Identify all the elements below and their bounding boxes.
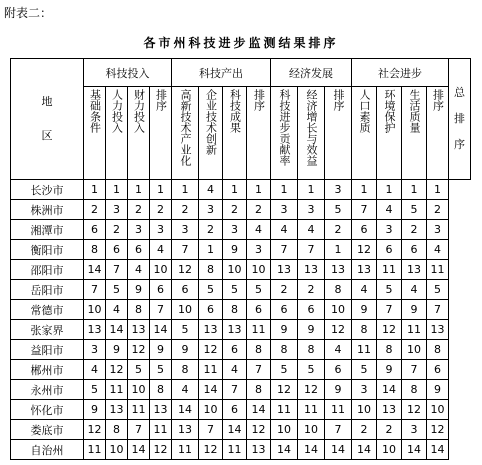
rank-cell: 14 bbox=[150, 320, 172, 340]
total-header-line-2: 排 bbox=[454, 112, 465, 125]
rank-cell: 6 bbox=[84, 220, 106, 240]
rank-cell: 3 bbox=[150, 220, 172, 240]
rank-cell: 14 bbox=[402, 440, 427, 460]
table-row bbox=[11, 440, 471, 460]
region-name: 衡阳市 bbox=[11, 240, 84, 260]
rank-cell: 13 bbox=[271, 260, 298, 280]
rank-cell: 7 bbox=[172, 240, 199, 260]
rank-cell: 1 bbox=[199, 240, 223, 260]
rank-cell: 6 bbox=[223, 340, 247, 360]
rank-cell: 7 bbox=[352, 200, 377, 220]
rank-cell: 13 bbox=[172, 420, 199, 440]
rank-cell: 10 bbox=[377, 440, 402, 460]
table-body bbox=[11, 180, 471, 460]
rank-cell: 5 bbox=[427, 280, 449, 300]
rank-cell: 11 bbox=[247, 320, 271, 340]
rank-cell: 11 bbox=[199, 360, 223, 380]
rank-cell: 9 bbox=[106, 340, 128, 360]
table-row bbox=[11, 320, 471, 340]
rank-cell: 9 bbox=[402, 300, 427, 320]
rank-cell: 10 bbox=[271, 420, 298, 440]
rank-cell: 4 bbox=[325, 340, 352, 360]
rank-cell: 8 bbox=[402, 380, 427, 400]
rank-cell: 13 bbox=[427, 320, 449, 340]
rank-cell: 3 bbox=[199, 200, 223, 220]
subheader-text: 基础条件 bbox=[88, 89, 102, 133]
rank-cell: 4 bbox=[106, 300, 128, 320]
rank-cell: 8 bbox=[223, 300, 247, 320]
rank-cell: 9 bbox=[298, 320, 325, 340]
rank-cell: 6 bbox=[106, 240, 128, 260]
subheader-input-rank bbox=[150, 87, 172, 180]
rank-cell: 10 bbox=[298, 420, 325, 440]
rank-cell: 3 bbox=[427, 220, 449, 240]
rank-cell: 12 bbox=[402, 400, 427, 420]
rank-cell: 8 bbox=[271, 340, 298, 360]
rank-cell: 11 bbox=[377, 260, 402, 280]
rank-cell: 6 bbox=[172, 280, 199, 300]
rank-cell: 4 bbox=[352, 280, 377, 300]
rank-cell: 3 bbox=[84, 340, 106, 360]
rank-cell: 3 bbox=[377, 220, 402, 240]
rank-cell: 6 bbox=[128, 240, 150, 260]
caption: 附表二： bbox=[4, 6, 53, 20]
table-row bbox=[11, 340, 471, 360]
rank-cell: 4 bbox=[199, 180, 223, 200]
rank-cell: 4 bbox=[377, 200, 402, 220]
subheader-text: 企业技术创新 bbox=[204, 89, 218, 155]
subheader-text: 科技成果 bbox=[228, 89, 242, 133]
rank-cell: 8 bbox=[106, 420, 128, 440]
subheader-text: 高新技术产业化 bbox=[179, 89, 192, 166]
rank-cell: 1 bbox=[427, 180, 449, 200]
subheader-human-input bbox=[106, 87, 128, 180]
rank-cell: 7 bbox=[402, 360, 427, 380]
rank-cell: 6 bbox=[352, 220, 377, 240]
rank-cell: 5 bbox=[223, 280, 247, 300]
subheader-economy-rank bbox=[325, 87, 352, 180]
subheader-tech-contribution bbox=[271, 87, 298, 180]
rank-cell: 13 bbox=[128, 320, 150, 340]
group-header-tech-output: 科技产出 bbox=[172, 59, 271, 87]
table-row bbox=[11, 280, 471, 300]
rank-cell: 12 bbox=[106, 360, 128, 380]
rank-cell: 7 bbox=[298, 240, 325, 260]
rank-cell: 10 bbox=[128, 380, 150, 400]
subheader-society-rank bbox=[427, 87, 449, 180]
rank-cell: 11 bbox=[427, 260, 449, 280]
region-name: 邵阳市 bbox=[11, 260, 84, 280]
rank-cell: 13 bbox=[150, 400, 172, 420]
rank-cell: 5 bbox=[199, 280, 223, 300]
rank-cell: 3 bbox=[128, 220, 150, 240]
rank-cell: 14 bbox=[223, 420, 247, 440]
rank-cell: 14 bbox=[325, 440, 352, 460]
rank-cell: 2 bbox=[150, 200, 172, 220]
rank-cell: 5 bbox=[402, 200, 427, 220]
rank-cell: 4 bbox=[427, 240, 449, 260]
rank-cell: 1 bbox=[84, 180, 106, 200]
rank-cell: 10 bbox=[352, 400, 377, 420]
rank-cell: 12 bbox=[352, 240, 377, 260]
rank-cell: 13 bbox=[223, 320, 247, 340]
rank-cell: 6 bbox=[271, 300, 298, 320]
subheader-text: 财力投入 bbox=[132, 89, 146, 133]
table-title: 各市州科技进步监测结果排序 bbox=[143, 36, 339, 50]
rank-cell: 8 bbox=[150, 380, 172, 400]
rank-cell: 10 bbox=[247, 260, 271, 280]
rank-cell: 5 bbox=[352, 360, 377, 380]
rank-cell: 11 bbox=[84, 440, 106, 460]
rank-cell: 8 bbox=[247, 340, 271, 360]
rank-cell: 7 bbox=[377, 300, 402, 320]
rank-cell: 12 bbox=[271, 380, 298, 400]
rank-cell: 10 bbox=[223, 260, 247, 280]
rank-cell: 2 bbox=[377, 420, 402, 440]
rank-cell: 3 bbox=[325, 180, 352, 200]
table-row bbox=[11, 400, 471, 420]
rank-cell: 9 bbox=[325, 380, 352, 400]
rank-cell: 3 bbox=[106, 200, 128, 220]
table-row bbox=[11, 300, 471, 320]
rank-cell: 6 bbox=[199, 300, 223, 320]
rank-cell: 2 bbox=[128, 200, 150, 220]
subheader-text: 生活质量 bbox=[408, 89, 421, 133]
rank-cell: 5 bbox=[325, 200, 352, 220]
rank-cell: 2 bbox=[402, 220, 427, 240]
rank-cell: 9 bbox=[223, 240, 247, 260]
rank-cell: 1 bbox=[377, 180, 402, 200]
rank-cell: 8 bbox=[298, 340, 325, 360]
rank-cell: 7 bbox=[427, 300, 449, 320]
region-header-line-1: 地 bbox=[41, 95, 53, 108]
subheader-text: 经济增长与效益 bbox=[305, 89, 318, 166]
region-name: 郴州市 bbox=[11, 360, 84, 380]
rank-cell: 8 bbox=[247, 380, 271, 400]
rank-cell: 6 bbox=[377, 240, 402, 260]
rank-cell: 10 bbox=[106, 440, 128, 460]
rank-cell: 4 bbox=[128, 260, 150, 280]
rank-cell: 13 bbox=[199, 320, 223, 340]
rank-cell: 2 bbox=[427, 200, 449, 220]
rank-cell: 9 bbox=[84, 400, 106, 420]
table-row bbox=[11, 380, 471, 400]
rank-cell: 10 bbox=[172, 300, 199, 320]
region-name: 湘潭市 bbox=[11, 220, 84, 240]
rank-cell: 11 bbox=[223, 440, 247, 460]
rank-cell: 13 bbox=[247, 440, 271, 460]
rank-cell: 1 bbox=[150, 180, 172, 200]
rank-cell: 2 bbox=[271, 280, 298, 300]
rank-cell: 8 bbox=[377, 340, 402, 360]
rank-cell: 4 bbox=[271, 220, 298, 240]
rank-cell: 2 bbox=[352, 420, 377, 440]
subheader-text: 排序 bbox=[431, 89, 445, 111]
rank-cell: 14 bbox=[247, 400, 271, 420]
ranking-table bbox=[10, 58, 471, 460]
subheader-enterprise-innovation bbox=[199, 87, 223, 180]
rank-cell: 14 bbox=[271, 440, 298, 460]
rank-cell: 12 bbox=[247, 420, 271, 440]
rank-cell: 7 bbox=[106, 260, 128, 280]
rank-cell: 10 bbox=[427, 400, 449, 420]
region-name: 娄底市 bbox=[11, 420, 84, 440]
subheader-text: 科技进步贡献率 bbox=[278, 89, 291, 166]
rank-cell: 12 bbox=[199, 440, 223, 460]
rank-cell: 4 bbox=[172, 380, 199, 400]
rank-cell: 6 bbox=[150, 280, 172, 300]
rank-cell: 12 bbox=[150, 440, 172, 460]
rank-cell: 14 bbox=[128, 440, 150, 460]
rank-cell: 12 bbox=[325, 320, 352, 340]
rank-cell: 2 bbox=[325, 220, 352, 240]
rank-cell: 1 bbox=[402, 180, 427, 200]
table-row bbox=[11, 220, 471, 240]
rank-cell: 7 bbox=[223, 380, 247, 400]
group-header-society: 社会进步 bbox=[352, 59, 449, 87]
subheader-text: 排序 bbox=[332, 89, 345, 111]
rank-cell: 7 bbox=[150, 300, 172, 320]
rank-cell: 9 bbox=[427, 380, 449, 400]
rank-cell: 7 bbox=[325, 420, 352, 440]
table-row bbox=[11, 240, 471, 260]
rank-cell: 7 bbox=[128, 420, 150, 440]
rank-cell: 6 bbox=[427, 360, 449, 380]
rank-cell: 3 bbox=[247, 240, 271, 260]
rank-cell: 2 bbox=[298, 280, 325, 300]
rank-cell: 11 bbox=[325, 400, 352, 420]
rank-cell: 11 bbox=[150, 420, 172, 440]
subheader-hightech-industry bbox=[172, 87, 199, 180]
rank-cell: 1 bbox=[352, 180, 377, 200]
rank-cell: 3 bbox=[402, 420, 427, 440]
rank-cell: 6 bbox=[325, 360, 352, 380]
rank-cell: 13 bbox=[377, 400, 402, 420]
rank-cell: 4 bbox=[84, 360, 106, 380]
region-header-line-2: 区 bbox=[41, 129, 53, 142]
rank-cell: 9 bbox=[377, 360, 402, 380]
region-header bbox=[11, 59, 84, 180]
rank-cell: 5 bbox=[298, 360, 325, 380]
region-name: 株洲市 bbox=[11, 200, 84, 220]
rank-cell: 11 bbox=[402, 320, 427, 340]
rank-cell: 14 bbox=[106, 320, 128, 340]
rank-cell: 12 bbox=[84, 420, 106, 440]
rank-cell: 8 bbox=[427, 340, 449, 360]
rank-cell: 13 bbox=[402, 260, 427, 280]
rank-cell: 11 bbox=[298, 400, 325, 420]
rank-cell: 2 bbox=[199, 220, 223, 240]
region-name: 益阳市 bbox=[11, 340, 84, 360]
rank-cell: 7 bbox=[199, 420, 223, 440]
subheader-text: 人力投入 bbox=[110, 89, 124, 133]
rank-cell: 7 bbox=[247, 360, 271, 380]
rank-cell: 5 bbox=[106, 280, 128, 300]
rank-cell: 13 bbox=[352, 260, 377, 280]
rank-cell: 11 bbox=[271, 400, 298, 420]
subheader-environment bbox=[377, 87, 402, 180]
rank-cell: 13 bbox=[325, 260, 352, 280]
rank-cell: 10 bbox=[150, 260, 172, 280]
rank-cell: 6 bbox=[298, 300, 325, 320]
rank-cell: 10 bbox=[325, 300, 352, 320]
rank-cell: 11 bbox=[128, 400, 150, 420]
rank-cell: 5 bbox=[128, 360, 150, 380]
rank-cell: 3 bbox=[172, 220, 199, 240]
table-row bbox=[11, 200, 471, 220]
rank-cell: 11 bbox=[172, 440, 199, 460]
rank-cell: 14 bbox=[298, 440, 325, 460]
rank-cell: 3 bbox=[352, 380, 377, 400]
rank-cell: 9 bbox=[150, 340, 172, 360]
rank-cell: 2 bbox=[247, 200, 271, 220]
rank-cell: 5 bbox=[84, 380, 106, 400]
rank-cell: 5 bbox=[247, 280, 271, 300]
rank-cell: 4 bbox=[223, 360, 247, 380]
rank-cell: 6 bbox=[247, 300, 271, 320]
rank-cell: 4 bbox=[402, 280, 427, 300]
table-row bbox=[11, 360, 471, 380]
rank-cell: 12 bbox=[427, 420, 449, 440]
rank-cell: 12 bbox=[298, 380, 325, 400]
rank-cell: 10 bbox=[199, 400, 223, 420]
rank-cell: 1 bbox=[223, 180, 247, 200]
rank-cell: 3 bbox=[298, 200, 325, 220]
subheader-text: 环境保护 bbox=[383, 89, 396, 133]
rank-cell: 12 bbox=[128, 340, 150, 360]
subheader-text: 排序 bbox=[154, 89, 168, 111]
rank-cell: 7 bbox=[271, 240, 298, 260]
rank-cell: 6 bbox=[223, 400, 247, 420]
subheader-financial-input bbox=[128, 87, 150, 180]
region-name: 长沙市 bbox=[11, 180, 84, 200]
rank-cell: 4 bbox=[247, 220, 271, 240]
region-name: 永州市 bbox=[11, 380, 84, 400]
rank-cell: 2 bbox=[84, 200, 106, 220]
rank-cell: 3 bbox=[271, 200, 298, 220]
rank-cell: 9 bbox=[172, 340, 199, 360]
rank-cell: 2 bbox=[106, 220, 128, 240]
rank-cell: 4 bbox=[298, 220, 325, 240]
rank-cell: 5 bbox=[150, 360, 172, 380]
rank-cell: 13 bbox=[298, 260, 325, 280]
rank-cell: 10 bbox=[402, 340, 427, 360]
rank-cell: 6 bbox=[402, 240, 427, 260]
subheader-tech-achievements bbox=[223, 87, 247, 180]
rank-cell: 8 bbox=[352, 320, 377, 340]
subheader-basic-conditions bbox=[84, 87, 106, 180]
rank-cell: 11 bbox=[106, 380, 128, 400]
group-header-tech-input: 科技投入 bbox=[84, 59, 172, 87]
region-name: 怀化市 bbox=[11, 400, 84, 420]
rank-cell: 11 bbox=[352, 340, 377, 360]
rank-cell: 2 bbox=[172, 200, 199, 220]
rank-cell: 1 bbox=[172, 180, 199, 200]
table-row bbox=[11, 260, 471, 280]
subheader-text: 人口素质 bbox=[358, 89, 371, 133]
region-name: 张家界 bbox=[11, 320, 84, 340]
rank-cell: 8 bbox=[84, 240, 106, 260]
rank-cell: 10 bbox=[84, 300, 106, 320]
rank-cell: 12 bbox=[377, 320, 402, 340]
region-name: 自治州 bbox=[11, 440, 84, 460]
table-row bbox=[11, 420, 471, 440]
region-name: 岳阳市 bbox=[11, 280, 84, 300]
rank-cell: 13 bbox=[106, 400, 128, 420]
rank-cell: 8 bbox=[128, 300, 150, 320]
rank-cell: 1 bbox=[271, 180, 298, 200]
rank-cell: 14 bbox=[84, 260, 106, 280]
rank-cell: 1 bbox=[325, 240, 352, 260]
total-rank-header bbox=[449, 59, 471, 180]
group-header-economy: 经济发展 bbox=[271, 59, 352, 87]
rank-cell: 13 bbox=[84, 320, 106, 340]
rank-cell: 14 bbox=[377, 380, 402, 400]
rank-cell: 1 bbox=[106, 180, 128, 200]
total-header-line-3: 序 bbox=[454, 138, 465, 151]
rank-cell: 14 bbox=[199, 380, 223, 400]
subheader-economic-growth bbox=[298, 87, 325, 180]
rank-cell: 14 bbox=[172, 400, 199, 420]
rank-cell: 5 bbox=[271, 360, 298, 380]
rank-cell: 4 bbox=[150, 240, 172, 260]
rank-cell: 2 bbox=[223, 200, 247, 220]
rank-cell: 1 bbox=[247, 180, 271, 200]
subheader-population-quality bbox=[352, 87, 377, 180]
rank-cell: 5 bbox=[377, 280, 402, 300]
rank-cell: 1 bbox=[128, 180, 150, 200]
rank-cell: 8 bbox=[325, 280, 352, 300]
subheader-output-rank bbox=[247, 87, 271, 180]
rank-cell: 9 bbox=[352, 300, 377, 320]
rank-cell: 14 bbox=[352, 440, 377, 460]
table-row bbox=[11, 180, 471, 200]
rank-cell: 7 bbox=[84, 280, 106, 300]
region-name: 常德市 bbox=[11, 300, 84, 320]
rank-cell: 9 bbox=[128, 280, 150, 300]
subheader-text: 排序 bbox=[252, 89, 266, 111]
rank-cell: 12 bbox=[172, 260, 199, 280]
subheader-life-quality bbox=[402, 87, 427, 180]
rank-cell: 5 bbox=[172, 320, 199, 340]
rank-cell: 12 bbox=[199, 340, 223, 360]
rank-cell: 9 bbox=[271, 320, 298, 340]
rank-cell: 3 bbox=[223, 220, 247, 240]
rank-cell: 8 bbox=[172, 360, 199, 380]
rank-cell: 8 bbox=[199, 260, 223, 280]
rank-cell: 14 bbox=[427, 440, 449, 460]
total-header-line-1: 总 bbox=[454, 86, 465, 99]
rank-cell: 1 bbox=[298, 180, 325, 200]
